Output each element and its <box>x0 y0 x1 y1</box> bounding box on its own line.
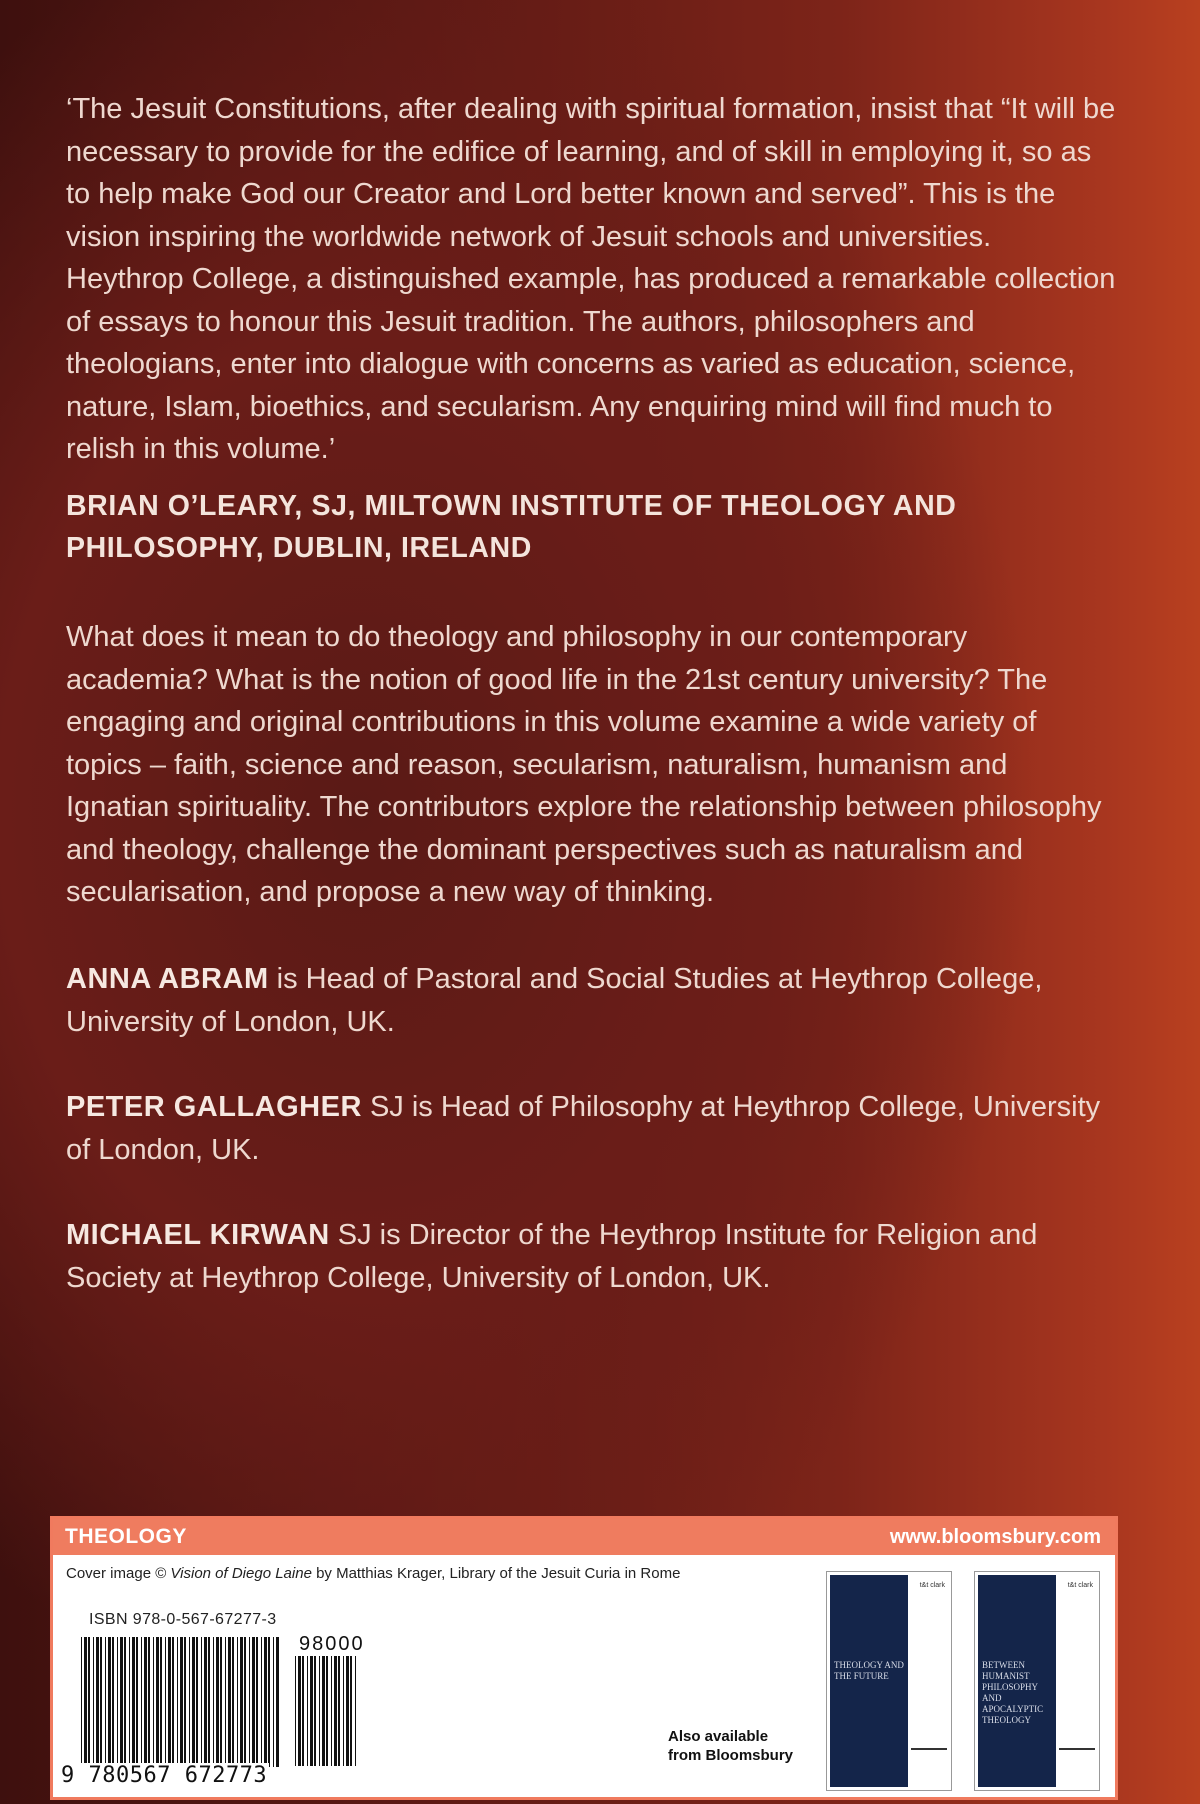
barcode-bar <box>81 1637 82 1767</box>
barcode-bar <box>319 1656 320 1766</box>
barcode-bar <box>204 1637 207 1767</box>
barcode-bar <box>334 1656 337 1766</box>
barcode-bar <box>172 1637 174 1767</box>
artwork-title: Vision of Diego Laine <box>170 1565 312 1582</box>
barcode-bar <box>120 1637 123 1767</box>
publisher-website[interactable]: www.bloomsbury.com <box>889 1526 1101 1548</box>
related-book-title: BETWEEN HUMANIST PHILOSOPHY AND APOCALYPTIC THEOLOGY <box>982 1660 1044 1725</box>
publisher-panel <box>50 1516 1118 1800</box>
barcode-bar <box>240 1637 243 1767</box>
editor-bio-2 <box>66 1086 1116 1171</box>
barcode-bar <box>153 1637 154 1767</box>
barcode-bar <box>129 1637 130 1767</box>
barcode-bar <box>196 1637 198 1767</box>
barcode-bar <box>184 1637 186 1767</box>
barcode-bar <box>117 1637 118 1767</box>
book-description: What does it mean to do theology and philosophy in our contemporary academia? What is the notion of good life in the 21st century university? The engaging and original contributions in this volume examine a wide variety of topics – faith, science and reason, secularism, naturalism, humanism and Ignatian spirituality. The contributors explore the relationship between philosophy and theology, challenge the dominant perspectives such as naturalism and secularisation, and propose a new way of thinking. <box>66 621 1102 908</box>
barcode-bar <box>244 1637 246 1767</box>
barcode-bar <box>314 1656 316 1766</box>
endorsement-quote: ‘The Jesuit Constitutions, after dealing with spiritual formation, insist that “It will be necessary to provide for the edifice of learning, and of skill in employing it, so as to help make God our Creator and Lord better known and served”. This is the vision inspiring the worldwide network of Jesuit schools and universities. Heythrop College, a distinguished example, has produced a remarkable collection of essays to honour this Jesuit tradition. The authors, philosophers and theologians, enter into dialogue with concerns as varied as education, science, nature, Islam, bioethics, and secularism. Any enquiring mind will find much to relish in this volume.’ <box>66 93 1116 465</box>
barcode-bar <box>208 1637 210 1767</box>
barcode-bar <box>100 1637 102 1767</box>
barcode-bar <box>201 1637 202 1767</box>
barcode-bar <box>338 1656 340 1766</box>
barcode-bar <box>355 1656 356 1766</box>
barcode-bar <box>252 1637 255 1767</box>
barcode-bar <box>96 1637 99 1767</box>
barcode-bar <box>273 1637 274 1767</box>
editor-bio: SJ is Head of Philosophy at Heythrop College, University of London, UK. <box>66 1091 1101 1166</box>
barcode-bar <box>136 1637 138 1767</box>
barcode-bar <box>160 1637 162 1767</box>
also-available-note: Also available from Bloomsbury <box>668 1728 794 1764</box>
endorsement-block <box>66 88 1116 569</box>
barcode-bar <box>331 1656 332 1766</box>
barcode-bar <box>148 1637 150 1767</box>
barcode-bar <box>307 1656 308 1766</box>
barcode-bar <box>261 1637 262 1767</box>
barcode-bar <box>156 1637 159 1767</box>
barcode-bar <box>302 1656 304 1766</box>
editor-name: PETER GALLAGHER <box>66 1091 362 1123</box>
related-book-publisher: t&t clark <box>919 1582 945 1589</box>
barcode-bar <box>93 1637 94 1767</box>
barcode-bar <box>192 1637 195 1767</box>
related-book-cover <box>826 1571 952 1791</box>
isbn-label: ISBN 978-0-567-67277-3 <box>89 1611 277 1628</box>
barcode-bar <box>346 1656 349 1766</box>
barcode-bar <box>144 1637 147 1767</box>
barcode-bar <box>326 1656 328 1766</box>
barcode-bar <box>249 1637 250 1767</box>
barcode-bar <box>220 1637 222 1767</box>
barcode-bar <box>124 1637 126 1767</box>
barcode-digits: 9 780567 672773 <box>61 1763 268 1788</box>
price-code: 98000 <box>299 1633 365 1655</box>
barcode-bar <box>216 1637 219 1767</box>
barcode-bar <box>132 1637 135 1767</box>
barcode-bar <box>189 1637 190 1767</box>
category-bar <box>53 1519 1115 1555</box>
editor-name: MICHAEL KIRWAN <box>66 1219 330 1251</box>
barcode-bar <box>141 1637 142 1767</box>
editor-bio: SJ is Director of the Heythrop Institute for Religion and Society at Heythrop College, University of London, UK. <box>66 1219 1038 1294</box>
barcode-bar <box>350 1656 352 1766</box>
barcode-bar <box>264 1637 267 1767</box>
barcode-bar <box>84 1637 87 1767</box>
price-barcode <box>293 1656 359 1766</box>
barcode-bar <box>295 1656 296 1766</box>
barcode-bar <box>322 1656 325 1766</box>
category-label: THEOLOGY <box>65 1525 187 1548</box>
barcode-bar <box>310 1656 313 1766</box>
barcode-bar <box>276 1637 279 1767</box>
barcode-bar <box>298 1656 301 1766</box>
endorsement-attribution: BRIAN O’LEARY, SJ, MILTOWN INSTITUTE OF THEOLOGY AND PHILOSOPHY, DUBLIN, IRELAND <box>66 489 957 564</box>
barcode-bar <box>237 1637 238 1767</box>
editor-bio-1 <box>66 958 1116 1043</box>
barcode-bar <box>180 1637 183 1767</box>
description-block <box>66 616 1116 914</box>
barcode-bar <box>105 1637 106 1767</box>
barcode-bar <box>228 1637 231 1767</box>
editor-name: ANNA ABRAM <box>66 963 269 995</box>
barcode-bar <box>343 1656 344 1766</box>
barcode <box>79 1637 283 1767</box>
barcode-bar <box>165 1637 166 1767</box>
barcode-bar <box>256 1637 258 1767</box>
related-book-publisher: t&t clark <box>1067 1582 1093 1589</box>
editor-bio-3 <box>66 1214 1116 1299</box>
barcode-bar <box>225 1637 226 1767</box>
barcode-bar <box>213 1637 214 1767</box>
related-book-title: THEOLOGY AND THE FUTURE <box>834 1660 904 1681</box>
barcode-bar <box>112 1637 114 1767</box>
editor-bio: is Head of Pastoral and Social Studies at Heythrop College, University of London, UK. <box>66 963 1043 1038</box>
cover-image-credit: Cover image © Vision of Diego Laine by Matthias Krager, Library of the Jesuit Curia in Rome <box>66 1565 681 1582</box>
barcode-bar <box>88 1637 90 1767</box>
barcode-bar <box>168 1637 171 1767</box>
barcode-bar <box>108 1637 111 1767</box>
barcode-bar <box>177 1637 178 1767</box>
barcode-bar <box>268 1637 270 1767</box>
barcode-bar <box>232 1637 234 1767</box>
related-book-cover <box>974 1571 1100 1791</box>
